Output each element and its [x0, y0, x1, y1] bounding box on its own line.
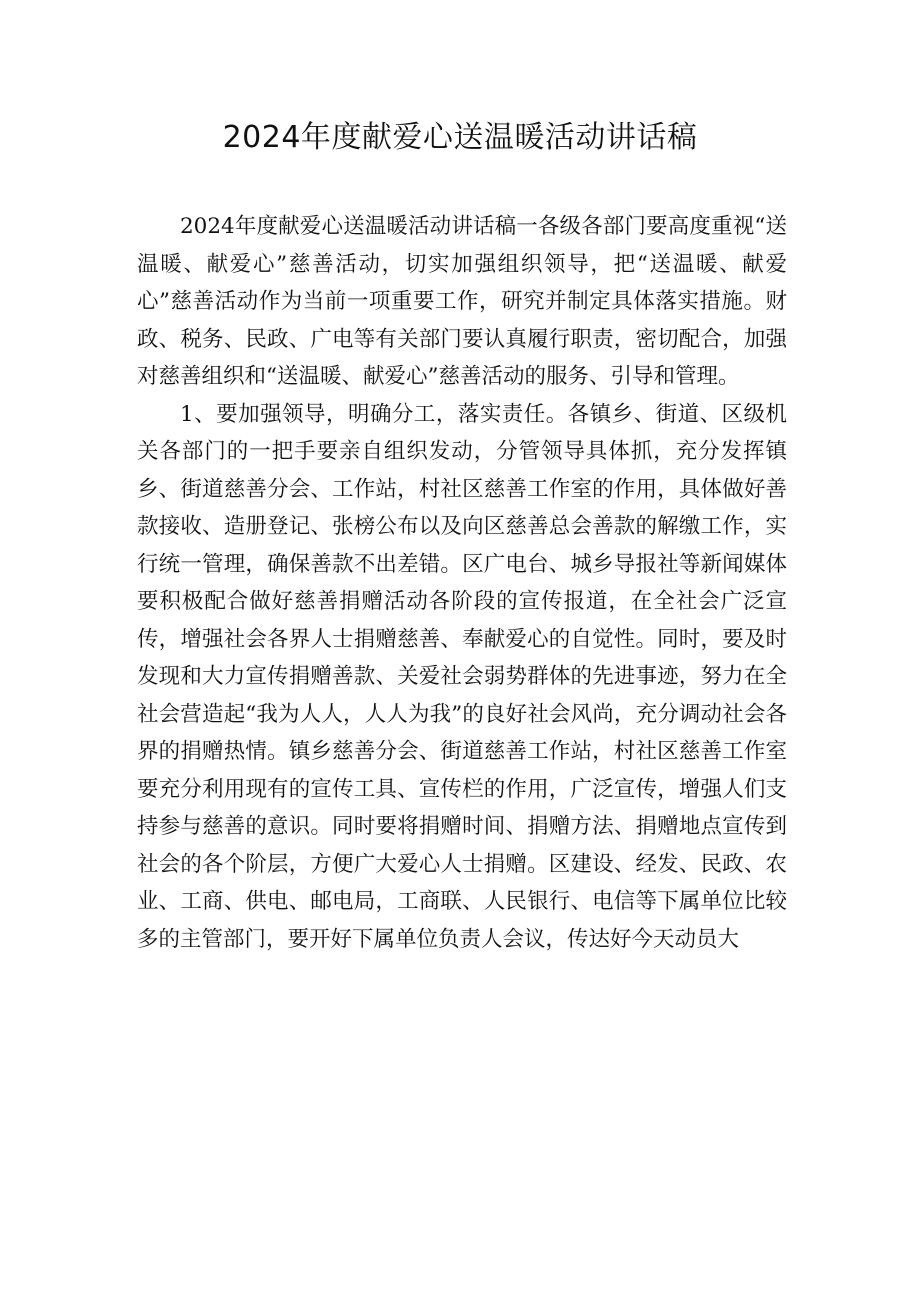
document-body	[137, 208, 787, 958]
body-paragraph-2: 1、要加强领导，明确分工，落实责任。各镇乡、街道、区级机关各部门的一把手要亲自组织发动，分管领导具体抓，充分发挥镇乡、街道慈善分会、工作站，村社区慈善工作室的作用，具体做好善款接收、造册登记、张榜公布以及向区慈善总会善款的解缴工作，实行统一管理，确保善款不出差错。区广电台、城乡导报社等新闻媒体要积极配合做好慈善捐赠活动各阶段的宣传报道，在全社会广泛宣传，增强社会各界人士捐赠慈善、奉献爱心的自觉性。同时，要及时发现和大力宣传捐赠善款、关爱社会弱势群体的先进事迹，努力在全社会营造起“我为人人，人人为我”的良好社会风尚，充分调动社会各界的捐赠热情。镇乡慈善分会、街道慈善工作站，村社区慈善工作室要充分利用现有的宣传工具、宣传栏的作用，广泛宣传，增强人们支持参与慈善的意识。同时要将捐赠时间、捐赠方法、捐赠地点宣传到社会的各个阶层，方便广大爱心人士捐赠。区建设、经发、民政、农业、工商、供电、邮电局，工商联、人民银行、电信等下属单位比较多的主管部门，要开好下属单位负责人会议，传达好今天动员大	[137, 401, 787, 952]
body-paragraph-1: 2024年度献爱心送温暖活动讲话稿一各级各部门要高度重视“送温暖、献爱心”慈善活动，切实加强组织领导，把“送温暖、献爱心”慈善活动作为当前一项重要工作，研究并制定具体落实措施。财政、税务、民政、广电等有关部门要认真履行职责，密切配合，加强对慈善组织和“送温暖、献爱心”慈善活动的服务、引导和管理。	[137, 214, 787, 389]
document-title: 2024年度献爱心送温暖活动讲话稿	[222, 120, 698, 155]
